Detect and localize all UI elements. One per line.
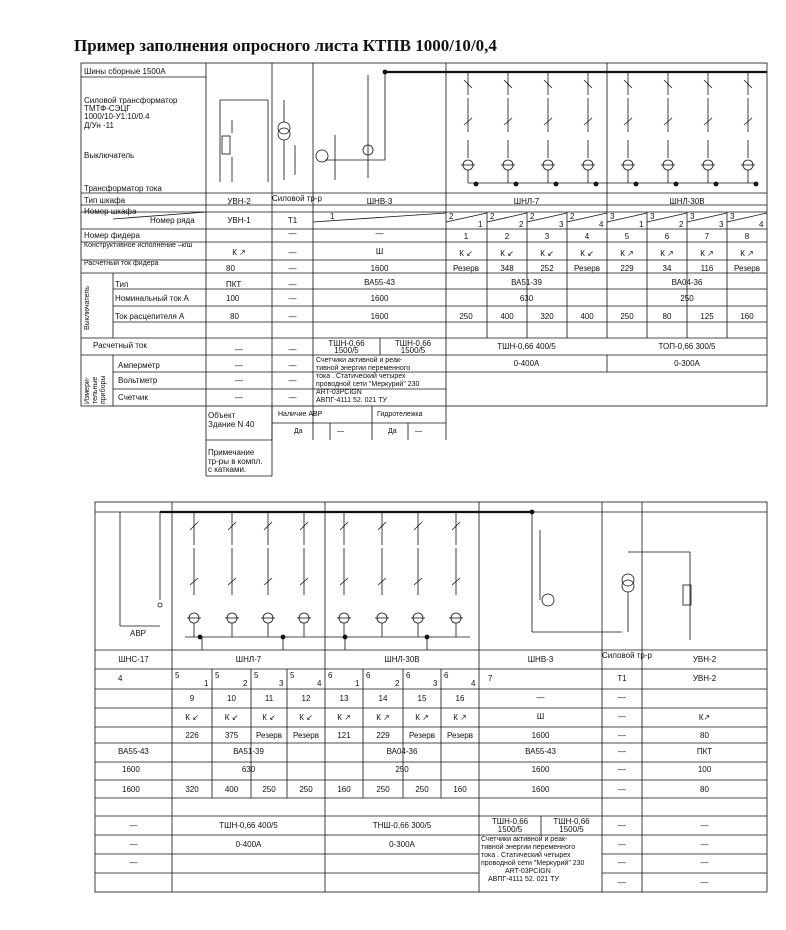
object-label: Объект xyxy=(208,411,236,420)
feeder-design: К ↙ xyxy=(185,713,199,722)
cab-num-minor: 2 xyxy=(679,220,684,229)
cab-num-major: 3 xyxy=(650,212,655,221)
dash: — xyxy=(700,821,709,830)
col1-trip: 80 xyxy=(230,312,239,321)
feeder-current: Резерв xyxy=(409,731,435,740)
shnc-btype: ВА55-43 xyxy=(118,747,149,756)
cab-num-major: 2 xyxy=(570,212,575,221)
feeder-current: 348 xyxy=(500,264,514,273)
col3-btype: ВА55-43 xyxy=(364,278,395,287)
g1-btype: ВА51-39 xyxy=(233,747,264,756)
feeder-trip: 160 xyxy=(337,785,351,794)
dash: — xyxy=(288,264,297,273)
dash: — xyxy=(288,312,297,321)
feeder-design: К ↙ xyxy=(224,713,239,722)
cab-num-major: 6 xyxy=(444,671,449,680)
ammeter-label: Амперметр xyxy=(118,361,160,370)
cabinet-type: ШНЛ-7 xyxy=(235,655,262,664)
dash: — xyxy=(288,345,297,354)
dash: — xyxy=(618,747,626,756)
col1-btype: ПКТ xyxy=(226,280,242,289)
col3-ct1b: 1500/5 xyxy=(334,346,359,355)
dash: — xyxy=(288,393,297,402)
feeder-design: К ↗ xyxy=(337,713,351,722)
dash: — xyxy=(288,248,297,257)
row-no-label: Номер ряда xyxy=(150,216,195,225)
shnv-design: Ш xyxy=(536,712,545,721)
feeder-design: К ↙ xyxy=(500,249,514,258)
dash: — xyxy=(288,376,297,385)
feeder-number: 10 xyxy=(227,694,236,703)
avr-block-label: АВР xyxy=(130,629,147,638)
g1-ct: ТШН-0,66 400/5 xyxy=(497,342,556,351)
shnv-ct1b: 1500/5 xyxy=(497,825,523,834)
transformer-label-1: Силовой трансформатор xyxy=(84,96,178,105)
dash: — xyxy=(337,428,344,435)
feeder-current: Резерв xyxy=(453,264,479,273)
shnv-ct2: ТШН-0,66 xyxy=(553,817,590,826)
feeder-number: 13 xyxy=(339,694,349,703)
col3-trip: 1600 xyxy=(370,312,389,321)
cab-num-minor: 3 xyxy=(279,679,284,688)
g1-ammeter: 0-400А xyxy=(513,359,540,368)
feeder-current: Резерв xyxy=(447,731,473,740)
feeder-design: К ↗ xyxy=(453,713,467,722)
feeder-current: Резерв xyxy=(293,731,319,740)
feeder-number: 16 xyxy=(455,694,465,703)
feeder-number: 3 xyxy=(544,232,550,241)
dash: — xyxy=(618,821,626,830)
uvn-btype: ПКТ xyxy=(696,747,713,756)
feeder-number: 1 xyxy=(463,232,469,241)
feeder-design: К ↗ xyxy=(376,713,390,722)
feeder-current: Резерв xyxy=(734,264,760,273)
ct-label: Трансформатор тока xyxy=(84,184,162,193)
feeder-trip: 250 xyxy=(459,312,473,321)
cabinet-type-label: Тип шкафа xyxy=(84,196,126,205)
feeder-design: К ↙ xyxy=(299,713,313,722)
cart-value: Да xyxy=(388,428,397,435)
feeder-current: Резерв xyxy=(256,731,282,740)
g2-type: ШНЛ-30В xyxy=(669,197,705,206)
col3-current: 1600 xyxy=(370,264,389,273)
col3-meter-4: проводной сети "Меркурий" 230 xyxy=(316,381,420,388)
g1-nom: 630 xyxy=(241,765,256,774)
type-label: Тип xyxy=(115,280,129,289)
feeder-design: К ↙ xyxy=(262,713,276,722)
cab-num-minor: 3 xyxy=(559,220,564,229)
cab-num-major: 6 xyxy=(366,671,371,680)
col3-design: Ш xyxy=(375,247,384,256)
dash: — xyxy=(129,858,138,867)
col3-cab: 1 xyxy=(330,212,335,221)
feeder-current: 229 xyxy=(376,731,390,740)
uvn-design: К↗ xyxy=(698,713,711,722)
cab-num-minor: 1 xyxy=(478,220,483,229)
cab-num-minor: 4 xyxy=(317,679,322,688)
note-title: Примечание xyxy=(208,448,255,457)
g1-ct: ТШН-0,66 400/5 xyxy=(219,821,278,830)
col3-type: ШНВ-3 xyxy=(366,197,393,206)
feeder-number: 2 xyxy=(504,232,510,241)
calc-label: Расчетный ток xyxy=(93,341,147,350)
uvn-trip: 80 xyxy=(700,785,709,794)
feeder-number: 8 xyxy=(744,232,750,241)
feeder-current: 116 xyxy=(700,264,714,273)
feeder-design: К ↙ xyxy=(540,249,554,258)
dash: — xyxy=(288,229,297,238)
cab-num-major: 5 xyxy=(175,671,180,680)
cab-num-minor: 1 xyxy=(204,679,209,688)
shnv-meter-line: проводной сети "Меркурий" 230 xyxy=(481,860,585,867)
feeder-current: 252 xyxy=(540,264,554,273)
object-value: Здание N 40 xyxy=(208,420,255,429)
dash: — xyxy=(618,765,626,774)
feeder-design: К ↙ xyxy=(459,249,473,258)
feeder-design: К ↙ xyxy=(580,249,594,258)
cab-num-major: 5 xyxy=(215,671,220,680)
feeder-trip: 400 xyxy=(500,312,514,321)
col2-cab: Т1 xyxy=(287,216,298,225)
feeder-current: 226 xyxy=(185,731,199,740)
dash: — xyxy=(415,428,422,435)
cabinet-type: ШНС-17 xyxy=(118,655,149,664)
shnv-ct1: ТШН-0,66 xyxy=(491,817,529,826)
feeder-number: 15 xyxy=(417,694,427,703)
feeder-current: 375 xyxy=(224,731,239,740)
shnv-meter-line: Счетчики активной и реак- xyxy=(481,836,568,843)
shnc-nom: 1600 xyxy=(122,765,140,774)
col2-type: Силовой тр-р xyxy=(272,194,322,203)
cab-num-minor: 2 xyxy=(395,679,400,688)
dash: — xyxy=(618,840,626,849)
cab-num-minor: 2 xyxy=(519,220,524,229)
feeder-number: 9 xyxy=(189,694,195,703)
g1-ammeter: 0-400А xyxy=(235,840,262,849)
transformer-label-4: Д/Ун -11 xyxy=(84,121,114,130)
feeder-number: 14 xyxy=(378,694,388,703)
cab-num-major: 3 xyxy=(610,212,615,221)
dash: — xyxy=(129,840,138,849)
feeder-number: 6 xyxy=(664,232,670,241)
cab-num-major: 2 xyxy=(490,212,495,221)
cart-label: Гидротележка xyxy=(377,411,423,418)
current-label: Расчетный ток фидера xyxy=(84,260,159,267)
avr-label: Наличие АВР xyxy=(278,411,323,418)
feeder-trip: 250 xyxy=(299,785,313,794)
g1-type: ШНЛ-7 xyxy=(513,197,540,206)
feeder-trip: 400 xyxy=(224,785,239,794)
feeder-trip: 320 xyxy=(540,312,554,321)
feeder-design: К ↗ xyxy=(620,249,634,258)
g2-ammeter: 0-300А xyxy=(674,359,700,368)
cab-num-major: 3 xyxy=(690,212,695,221)
cab-first: 4 xyxy=(118,674,123,683)
note-line-2: с катками. xyxy=(208,465,247,474)
breaker-label: Выключатель xyxy=(84,151,135,160)
counter-label: Счетчик xyxy=(118,393,148,402)
feeder-trip: 160 xyxy=(453,785,467,794)
cabinet-type: УВН-2 xyxy=(692,655,717,664)
dash: — xyxy=(618,858,626,867)
feeder-design: К ↗ xyxy=(660,249,674,258)
uvn-current: 80 xyxy=(700,731,709,740)
col3-meter-5: ART-03PCIGN xyxy=(316,389,362,396)
dash: — xyxy=(618,731,626,740)
bus-label: Шины сборные 1500А xyxy=(84,67,166,76)
feeder-trip: 250 xyxy=(620,312,634,321)
cab-num-minor: 1 xyxy=(639,220,644,229)
feeder-number: 4 xyxy=(584,232,590,241)
note-line-1: тр-ры в компл. xyxy=(208,457,263,466)
trip-label: Ток расцепителя А xyxy=(115,312,185,321)
g2-ammeter: 0-300А xyxy=(389,840,415,849)
feeder-trip: 250 xyxy=(262,785,276,794)
feeder-trip: 320 xyxy=(185,785,199,794)
dash: — xyxy=(700,878,709,887)
dash: — xyxy=(288,280,297,289)
dash: — xyxy=(618,712,626,721)
cab-uvn: УВН-2 xyxy=(692,674,717,683)
feeder-number: 12 xyxy=(301,694,311,703)
feeder-trip: 250 xyxy=(376,785,390,794)
dash: — xyxy=(618,693,626,702)
feeder-trip: 400 xyxy=(580,312,594,321)
shnv-meter-line: тивной энергии переменного xyxy=(481,844,576,851)
shnv-ct2b: 1500/5 xyxy=(559,825,584,834)
dash: — xyxy=(288,294,297,303)
cabinet-type: Силовой тр-р xyxy=(602,651,652,660)
dash: — xyxy=(288,361,297,370)
dash: — xyxy=(375,229,384,238)
dash: — xyxy=(700,858,709,867)
cabinet-type: ШНВ-3 xyxy=(527,655,554,664)
transformer-label-2: ТМТФ-СЭЦГ xyxy=(84,104,131,113)
feeder-trip: 125 xyxy=(700,312,714,321)
g2-nom: 250 xyxy=(680,294,694,303)
transformer-label-3: 1000/10-У1:10/0.4 xyxy=(84,112,150,121)
feeder-design: К ↗ xyxy=(700,249,714,258)
uvn-nom: 100 xyxy=(697,765,712,774)
dash: — xyxy=(700,840,709,849)
cab-num-major: 2 xyxy=(449,212,454,221)
g2-nom: 250 xyxy=(395,765,409,774)
feeder-no-label: Номер фидера xyxy=(84,231,140,240)
shnv-meter-line: тока . Статический четырех xyxy=(481,852,571,859)
voltmeter-label: Вольтметр xyxy=(118,376,158,385)
cab-num-minor: 2 xyxy=(243,679,248,688)
feeder-number: 5 xyxy=(624,232,630,241)
cabinet-no-label: Номер шкафа xyxy=(84,207,137,216)
feeder-current: 229 xyxy=(620,264,634,273)
cab-num-major: 6 xyxy=(328,671,333,680)
cab-last: 7 xyxy=(488,674,493,683)
nom-label: Номинальный ток А xyxy=(115,294,189,303)
shnv-btype: ВА55-43 xyxy=(525,747,556,756)
feeder-number: 11 xyxy=(264,694,274,703)
col1-cab: УВН-1 xyxy=(227,216,251,225)
shnv-current: 1600 xyxy=(531,731,550,740)
col3-ct1: ТШН-0,66 xyxy=(328,339,365,348)
cab-num-major: 6 xyxy=(406,671,411,680)
col3-meter-1: Счетчики активной и реак- xyxy=(316,357,403,364)
feeder-trip: 250 xyxy=(415,785,429,794)
cab-num-minor: 1 xyxy=(355,679,360,688)
dash: — xyxy=(618,878,626,887)
col1-current: 80 xyxy=(226,264,235,273)
shnv-trip: 1600 xyxy=(531,785,550,794)
shnc-trip: 1600 xyxy=(122,785,140,794)
dash: — xyxy=(235,361,243,370)
cab-t1: Т1 xyxy=(617,674,627,683)
cab-num-minor: 4 xyxy=(759,220,764,229)
shnv-meter-line: ART-03PCIGN xyxy=(505,868,551,875)
g2-ct: ТНШ-0,66 300/5 xyxy=(372,821,432,830)
col3-meter-6: АВПГ-4111 52. 021 ТУ xyxy=(316,397,387,404)
dash: — xyxy=(235,345,243,354)
feeder-current: Резерв xyxy=(574,264,600,273)
col1-nom: 100 xyxy=(226,294,240,303)
shnv-nom: 1600 xyxy=(531,765,550,774)
col1-design: К ↗ xyxy=(232,248,246,257)
col3-meter-3: тока . Статический четырех xyxy=(316,373,406,380)
g1-nom: 630 xyxy=(519,294,534,303)
dash: — xyxy=(618,785,626,794)
page-title: Пример заполнения опросного листа КТПВ 1000/10/0,4 xyxy=(74,36,497,55)
feeder-current: 34 xyxy=(662,264,672,273)
cab-num-minor: 4 xyxy=(471,679,476,688)
avr-value: Да xyxy=(294,428,303,435)
g1-btype: ВА51-39 xyxy=(511,278,542,287)
cab-num-major: 5 xyxy=(254,671,259,680)
g2-btype: ВА04-36 xyxy=(671,278,703,287)
col3-meter-2: тивной энергии переменного xyxy=(316,365,411,372)
dash: — xyxy=(536,693,545,702)
feeder-design: К ↗ xyxy=(740,249,754,258)
col3-nom: 1600 xyxy=(370,294,389,303)
feeder-current: 121 xyxy=(337,731,351,740)
dash: — xyxy=(235,376,243,385)
dash: — xyxy=(129,821,138,830)
feeder-number: 7 xyxy=(704,232,710,241)
cabinet-type: ШНЛ-30В xyxy=(384,655,420,664)
shnv-meter-line: АВПГ-4111 52. 021 ТУ xyxy=(488,876,559,883)
cab-num-major: 5 xyxy=(290,671,295,680)
dash: — xyxy=(235,393,243,402)
cab-num-major: 2 xyxy=(530,212,535,221)
feeder-trip: 160 xyxy=(740,312,754,321)
cab-num-minor: 4 xyxy=(599,220,604,229)
col3-ct2b: 1500/5 xyxy=(400,346,426,355)
feeder-design: К ↗ xyxy=(415,713,429,722)
meters-group-label: Измери-тельные приборы xyxy=(84,375,107,404)
col3-ct2: ТШН-0,66 xyxy=(394,339,432,348)
g2-btype: ВА04-36 xyxy=(386,747,418,756)
cab-num-minor: 3 xyxy=(719,220,724,229)
feeder-trip: 80 xyxy=(662,312,672,321)
col1-type: УВН-2 xyxy=(227,197,251,206)
vyk-label: Выключатель xyxy=(84,286,91,330)
g2-ct: ТОП-0,66 300/5 xyxy=(658,342,716,351)
cab-num-major: 3 xyxy=(730,212,735,221)
cab-num-minor: 3 xyxy=(433,679,438,688)
design-label: Конструктивное исполнение –к/ш xyxy=(84,242,193,249)
